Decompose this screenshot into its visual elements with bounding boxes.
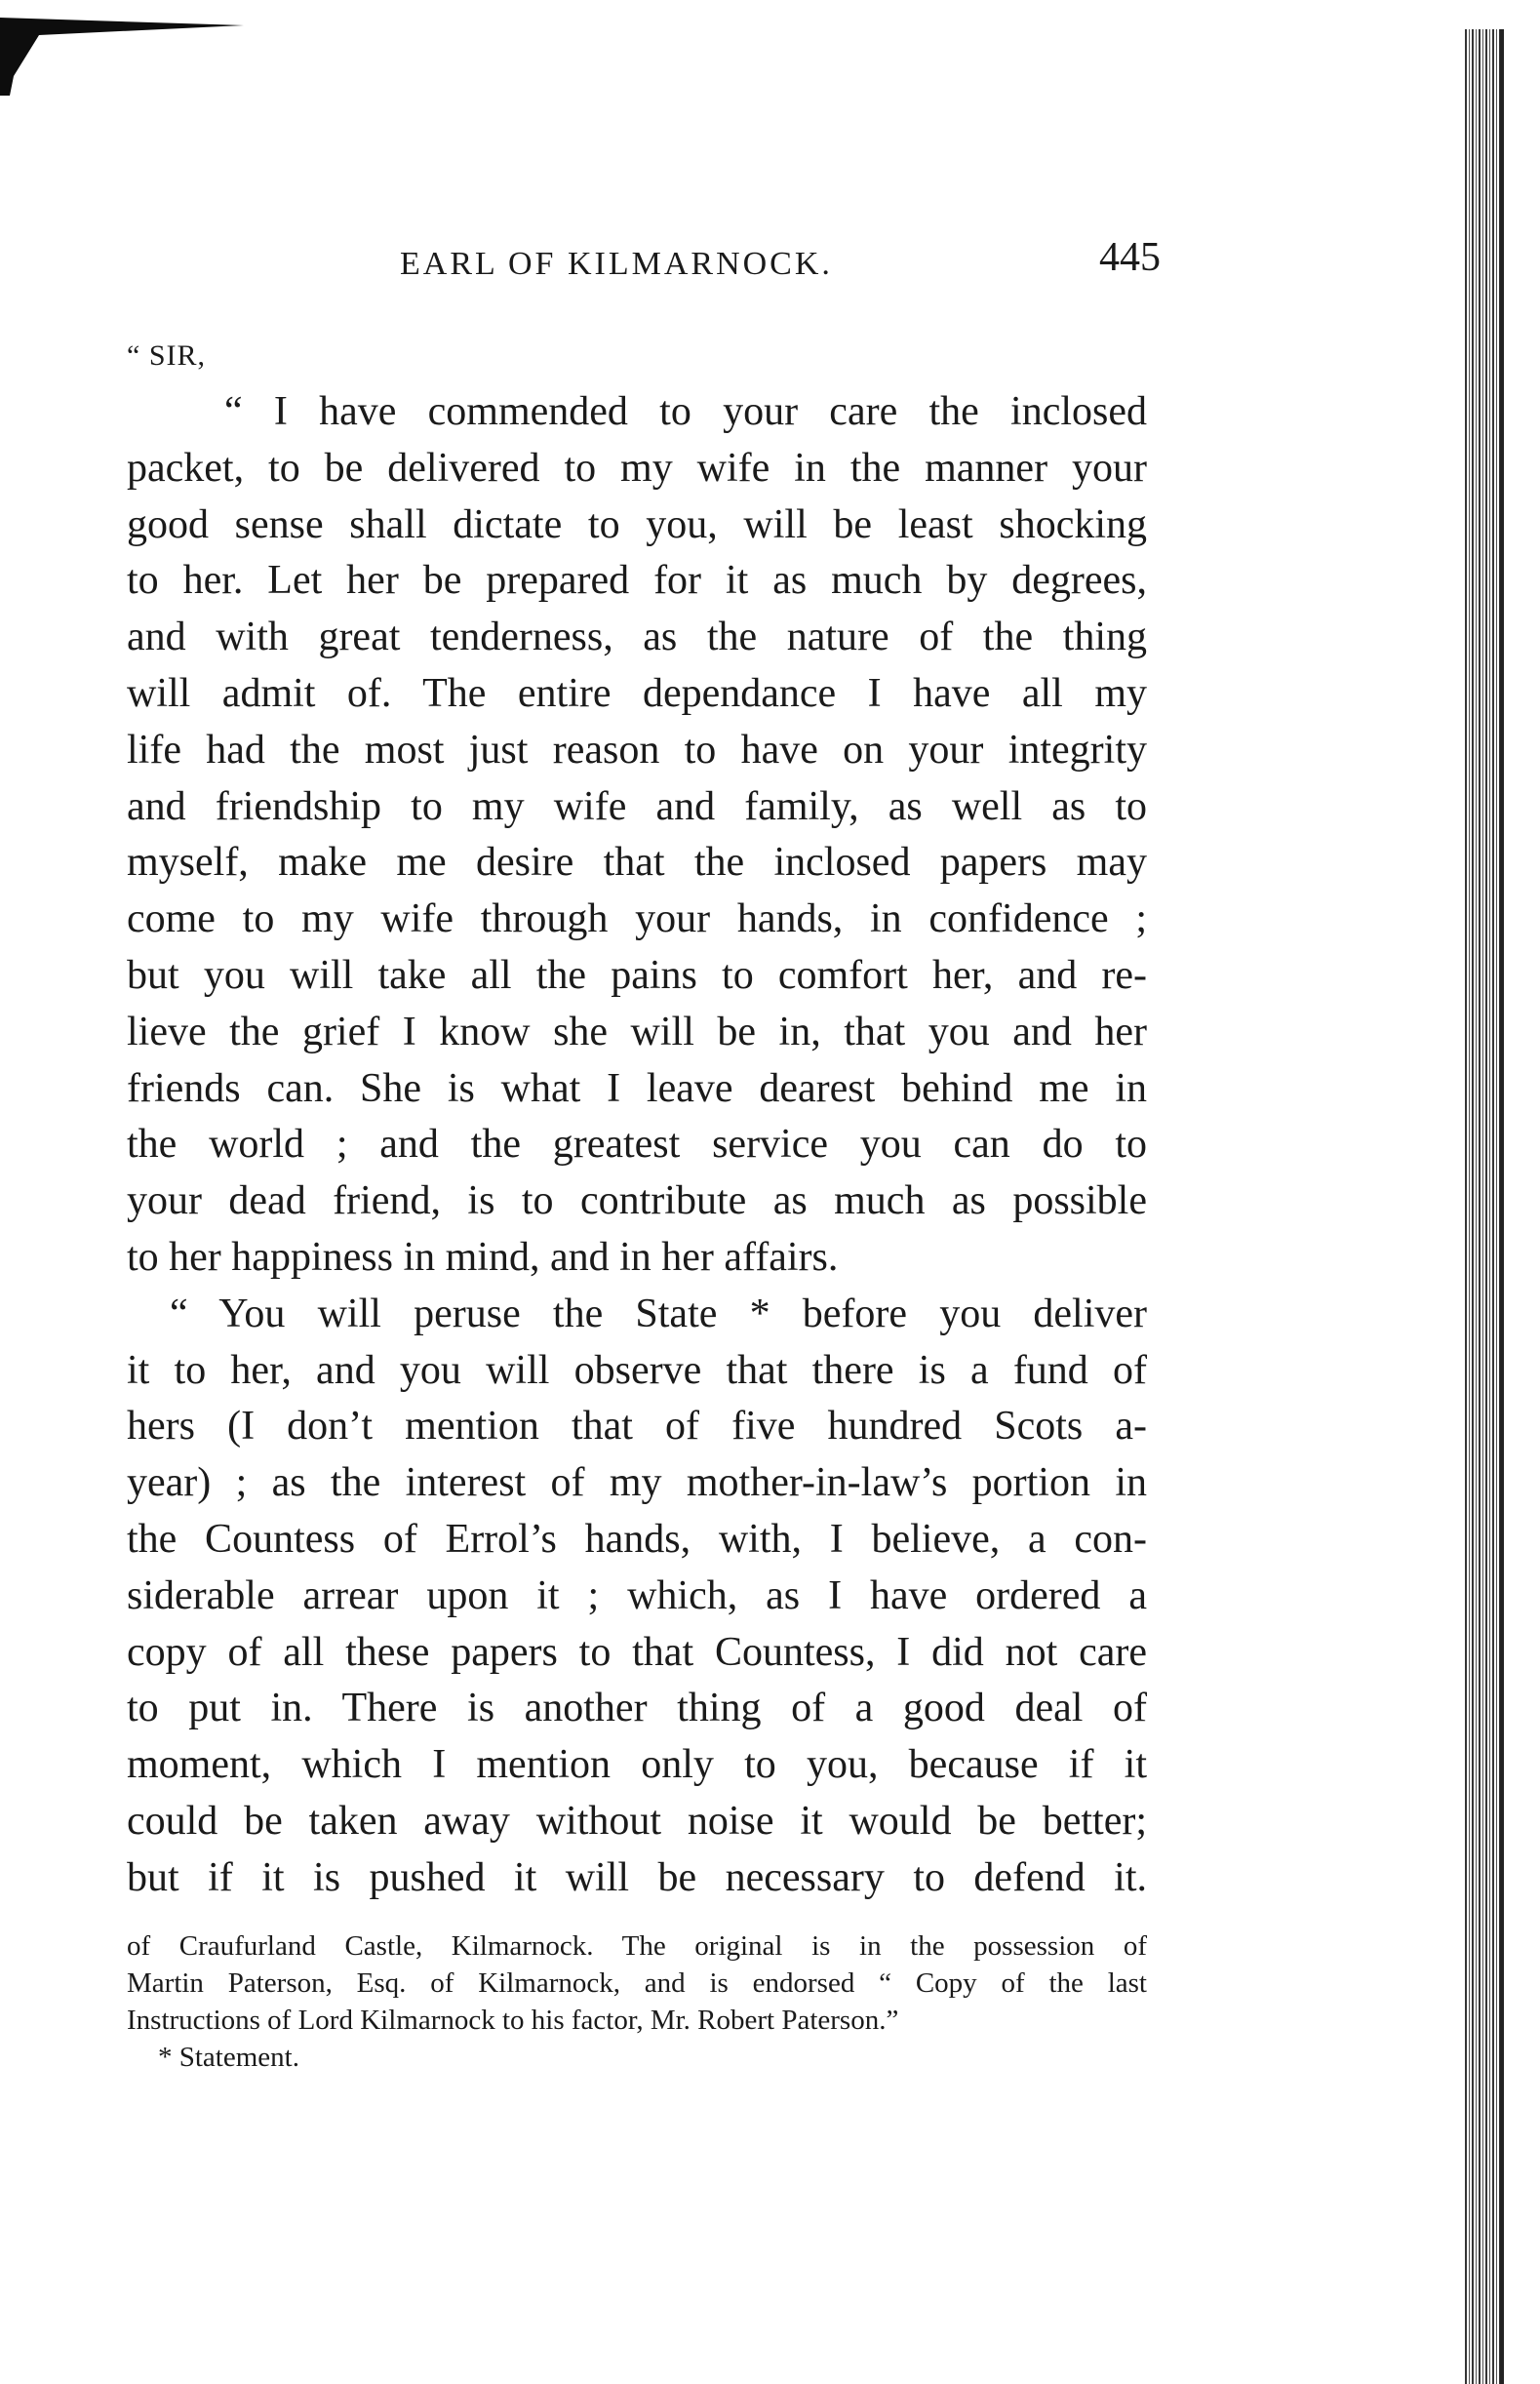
text-line: and friendship to my wife and family, as well as to	[127, 783, 1147, 829]
text-line: packet, to be delivered to my wife in the manner your	[127, 445, 1147, 491]
footnote-line: of Craufurland Castle, Kilmarnock. The original is in the possession of	[127, 1930, 1147, 1962]
text-line: year) ; as the interest of my mother-in-law’s portion in	[127, 1460, 1147, 1506]
page-number: 445	[1099, 235, 1161, 280]
text-line: good sense shall dictate to you, will be least shocking	[127, 501, 1147, 547]
running-head: EARL OF KILMARNOCK.	[400, 246, 833, 282]
text-line: it to her, and you will observe that there is a fund of	[127, 1347, 1147, 1393]
text-line: to her happiness in mind, and in her affairs.	[127, 1234, 839, 1280]
text-line: “ You will peruse the State * before you deliver	[170, 1291, 1147, 1336]
text-line: “ I have commended to your care the inclosed	[224, 389, 1147, 434]
text-line: to put in. There is another thing of a good deal of	[127, 1686, 1147, 1731]
text-line: copy of all these papers to that Countess, I did not care	[127, 1629, 1147, 1675]
text-line: moment, which I mention only to you, because if it	[127, 1742, 1147, 1788]
text-line: myself, make me desire that the inclosed papers may	[127, 840, 1147, 886]
text-line: friends can. She is what I leave dearest behind me in	[127, 1065, 1147, 1111]
text-line: the world ; and the greatest service you can do to	[127, 1122, 1147, 1168]
text-line: come to my wife through your hands, in confidence ;	[127, 896, 1147, 942]
text-line: and with great tenderness, as the nature of the thing	[127, 615, 1147, 660]
letter-body	[127, 339, 1147, 1907]
footnote-line: Instructions of Lord Kilmarnock to his factor, Mr. Robert Paterson.”	[127, 2005, 899, 2036]
page-header	[400, 234, 1161, 293]
salutation: “ SIR,	[127, 339, 206, 372]
text-line: will admit of. The entire dependance I have all my	[127, 670, 1147, 716]
text-line: life had the most just reason to have on your integrity	[127, 727, 1147, 773]
text-line: your dead friend, is to contribute as much as possible	[127, 1178, 1147, 1224]
scan-gutter-strip	[1465, 29, 1500, 2384]
text-line: but you will take all the pains to comfort her, and re-	[127, 952, 1147, 998]
text-line: but if it is pushed it will be necessary to defend it.	[127, 1854, 1147, 1900]
scan-gutter-edge	[1500, 29, 1504, 2384]
text-line: siderable arrear upon it ; which, as I have ordered a	[127, 1572, 1147, 1618]
text-line: the Countess of Errol’s hands, with, I believe, a con-	[127, 1516, 1147, 1562]
text-line: lieve the grief I know she will be in, that you and her	[127, 1009, 1147, 1054]
text-line: to her. Let her be prepared for it as much by degrees,	[127, 558, 1147, 604]
footnotes	[127, 1927, 1147, 2076]
text-line: hers (I don’t mention that of five hundred Scots a-	[127, 1404, 1147, 1450]
scan-corner-mark	[0, 18, 244, 96]
footnote-line: Martin Paterson, Esq. of Kilmarnock, and is endorsed “ Copy of the last	[127, 1967, 1147, 1999]
footnote-statement: * Statement.	[158, 2042, 299, 2073]
text-line: could be taken away without noise it would be better;	[127, 1798, 1147, 1844]
